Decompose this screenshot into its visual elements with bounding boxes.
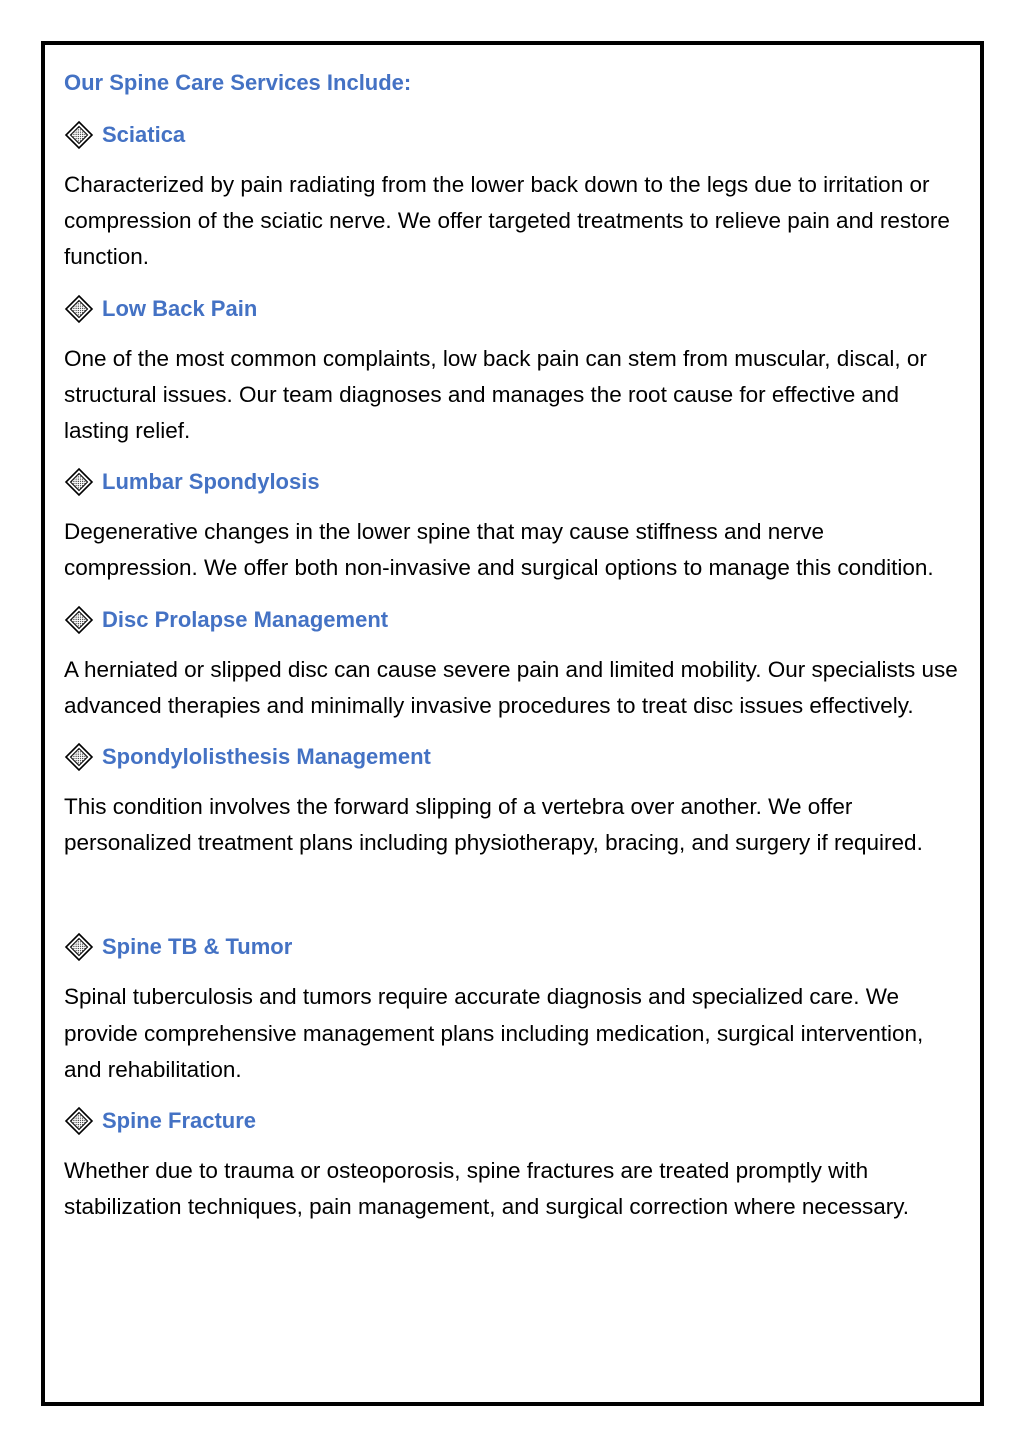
service-title: Spine Fracture <box>102 1108 257 1134</box>
page-border <box>41 41 984 1406</box>
service-title: Sciatica <box>102 122 186 147</box>
service-heading <box>64 464 959 500</box>
page-title: Our Spine Care Services Include: <box>64 70 412 95</box>
service-spondylolisthesis <box>64 739 959 861</box>
service-heading <box>64 291 959 327</box>
service-description: A herniated or slipped disc can cause severe pain and limited mobility. Our specialists use advanced therapies and minimally invasive procedures to treat disc issues effectively. <box>64 656 958 718</box>
service-title: Low Back Pain <box>102 295 258 321</box>
service-spine-tb-tumor <box>64 929 959 1088</box>
service-spine-fracture <box>64 1103 959 1225</box>
diamond-bullet-svg <box>64 932 94 962</box>
diamond-bullet-svg <box>64 1106 94 1136</box>
diamond-bullet-icon <box>64 742 94 772</box>
diamond-bullet-svg <box>64 605 94 635</box>
diamond-bullet-svg <box>64 467 94 497</box>
service-description: One of the most common complaints, low back pain can stem from muscular, discal, or structural issues. Our team diagnoses and manages the root cause for effective and lasting relief. <box>64 345 927 444</box>
service-title: Spondylolisthesis Management <box>102 744 431 770</box>
diamond-bullet-icon <box>64 1106 94 1136</box>
service-description: Degenerative changes in the lower spine that may cause stiffness and nerve compression. We offer both non-invasive and surgical options to manage this condition. <box>64 519 934 581</box>
service-heading <box>64 929 959 965</box>
service-lumbar-spondylosis <box>64 464 959 586</box>
service-low-back-pain <box>64 291 959 450</box>
diamond-bullet-icon <box>64 605 94 635</box>
service-heading <box>64 739 959 775</box>
service-heading <box>64 117 959 153</box>
diamond-bullet-svg <box>64 742 94 772</box>
service-title: Spine TB & Tumor <box>102 934 293 960</box>
diamond-bullet-icon <box>64 294 94 324</box>
service-heading <box>64 602 959 638</box>
service-description: Spinal tuberculosis and tumors require accurate diagnosis and specialized care. We provide comprehensive management plans including medication, surgical intervention, and rehabilitation. <box>64 984 924 1082</box>
service-title: Disc Prolapse Management <box>102 606 389 632</box>
service-disc-prolapse <box>64 602 959 724</box>
diamond-bullet-icon <box>64 932 94 962</box>
service-description: Whether due to trauma or osteoporosis, spine fractures are treated promptly with stabilization techniques, pain management, and surgical correction where necessary. <box>64 1158 910 1220</box>
service-description: This condition involves the forward slipping of a vertebra over another. We offer personalized treatment plans including physiotherapy, bracing, and surgery if required. <box>64 794 923 856</box>
service-sciatica <box>64 117 959 276</box>
services-content <box>64 65 959 1240</box>
diamond-bullet-icon <box>64 120 94 150</box>
service-title: Lumbar Spondylosis <box>102 469 320 495</box>
diamond-bullet-svg <box>64 294 94 324</box>
diamond-bullet-icon <box>64 467 94 497</box>
service-description: Characterized by pain radiating from the lower back down to the legs due to irritation or compression of the sciatic nerve. We offer targeted treatments to relieve pain and restore function. <box>64 172 950 270</box>
service-heading <box>64 1103 959 1139</box>
diamond-bullet-svg <box>64 120 94 150</box>
